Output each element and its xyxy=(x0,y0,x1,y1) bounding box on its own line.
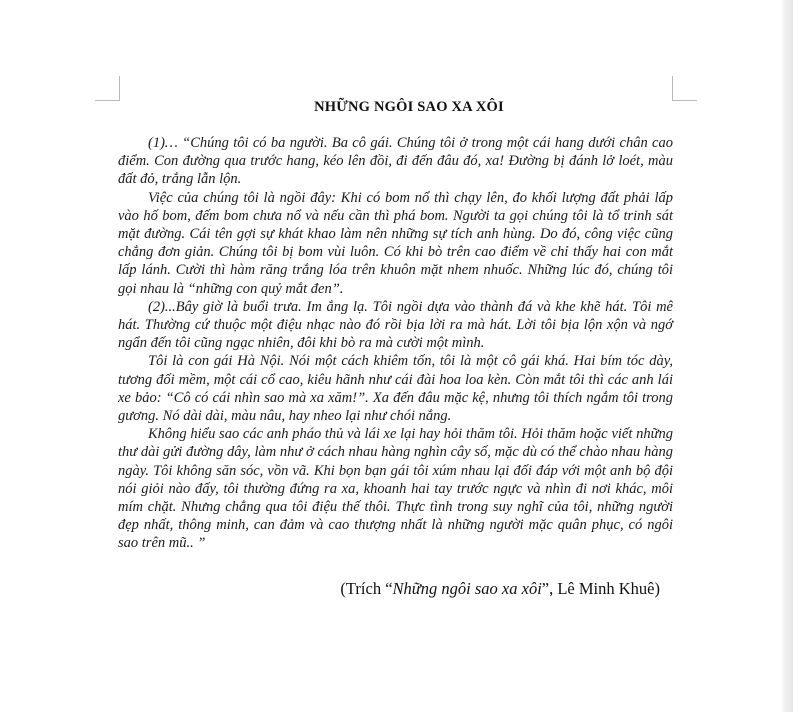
paragraph: Tôi là con gái Hà Nội. Nói một cách khiêm tốn, tôi là một cô gái khá. Hai bím tóc dày, tương đối mềm, một cái cổ cao, kiêu hãnh như cái đài hoa loa kèn. Còn mắt tôi thì các anh lái xe bảo: “Cô có cái nhìn sao mà xa xăm!”. Xa đến đâu mặc kệ, nhưng tôi thích ngắm tôi trong gương. Nó dài dài, màu nâu, hay nheo lại như chói nắng. xyxy=(118,353,673,425)
document-title: NHỮNG NGÔI SAO XA XÔI xyxy=(314,99,504,115)
source-prefix: (Trích “ xyxy=(340,579,393,598)
paragraph: (2)...Bây giờ là buổi trưa. Im ắng lạ. Tôi ngồi dựa vào thành đá và khe khẽ hát. Tôi mê hát. Thường cứ thuộc một điệu nhạc nào đó rồi bịa lời ra mà hát. Lời tôi bịa lộn xộn và ngớ ngẩn đến tôi cũng ngạc nhiên, đôi khi bò ra mà cười một mình. xyxy=(118,298,673,352)
document-body xyxy=(118,134,673,553)
paragraph: Việc của chúng tôi là ngồi đây: Khi có bom nổ thì chạy lên, đo khối lượng đất phải lấp vào hố bom, đếm bom chưa nổ và nếu cần thì phá bom. Người ta gọi chúng tôi là tổ trinh sát mặt đường. Cái tên gợi sự khát khao làm nên những sự tích anh hùng. Do đó, công việc cũng chẳng đơn giản. Chúng tôi bị bom vùi luôn. Có khi bò trên cao điểm về chỉ thấy hai con mắt lấp lánh. Cười thì hàm răng trắng lóa trên khuôn mặt nhem nhuốc. Những lúc đó, chúng tôi gọi nhau là “những con quỷ mắt đen”. xyxy=(118,189,673,297)
paragraph: (1)… “Chúng tôi có ba người. Ba cô gái. Chúng tôi ở trong một cái hang dưới chân cao điểm. Con đường qua trước hang, kéo lên đồi, đi đến đâu đó, xa! Đường bị đánh lở loét, màu đất đỏ, trắng lẫn lộn. xyxy=(118,135,673,188)
source-citation xyxy=(340,579,660,599)
margin-corner-top-right xyxy=(672,76,697,101)
page-shadow-edge xyxy=(780,0,793,712)
source-suffix: ”, Lê Minh Khuê) xyxy=(541,579,660,598)
paragraph: Không hiểu sao các anh pháo thủ và lái xe lại hay hỏi thăm tôi. Hỏi thăm hoặc viết những thư dài gửi đường dây, làm như ở cách nhau hàng nghìn cây số, mặc dù có thể chào nhau hàng ngày. Tôi không săn sóc, vồn vã. Khi bọn bạn gái tôi xúm nhau lại đối đáp với một anh bộ đội nói giỏi nào đấy, tôi thường đứng ra xa, khoanh hai tay trước ngực và nhìn đi nơi khác, môi mím chặt. Nhưng chẳng qua tôi điệu thế thôi. Thực tình trong suy nghĩ của tôi, những người đẹp nhất, thông minh, can đảm và cao thượng nhất là những người mặc quân phục, có ngôi sao trên mũ.. ” xyxy=(118,426,673,552)
margin-corner-top-left xyxy=(95,76,120,101)
source-work-title: Những ngôi sao xa xôi xyxy=(392,579,542,598)
